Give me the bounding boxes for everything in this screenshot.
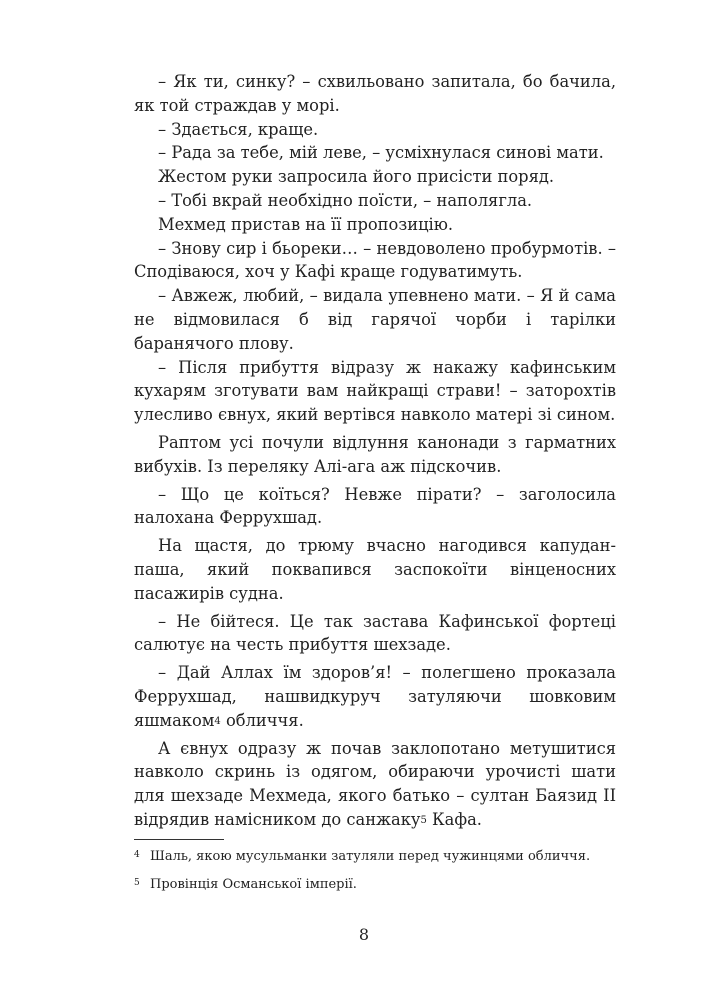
page-number: 8: [358, 925, 370, 944]
paragraph: [134, 661, 616, 732]
footnote-ref-5[interactable]: 5: [420, 814, 427, 826]
page-body: [134, 70, 616, 832]
paragraph: – Авжеж, любий, – видала упевнено мати. – Я й сама не відмовилася б від гарячої чорби і тарілки баранячого плову.: [134, 286, 616, 353]
footnote-ref-4[interactable]: 4: [214, 715, 221, 727]
footnote-number: 5: [134, 878, 140, 888]
paragraph: – Як ти, синку? – схвильовано запитала, бо бачила, як той страждав у морі.: [134, 72, 616, 115]
footnote-item: [134, 876, 616, 894]
footnote-divider: [134, 839, 224, 840]
paragraph: Раптом усі почули відлуння канонади з гарматних вибухів. Із переляку Алі-ага аж підскочив.: [134, 432, 616, 476]
paragraph-text: обличчя.: [220, 710, 304, 730]
paragraph: [134, 737, 616, 832]
paragraph-text: А євнух одразу ж почав заклопотано метушитися навколо скринь із одягом, обираючи урочисті шати для шехзаде Мехмеда, якого батько – султан Баязид II відрядив намісником до санжаку: [134, 738, 616, 829]
paragraph: – Рада за тебе, мій леве, – усміхнулася синові мати.: [158, 143, 604, 163]
footnote-text: Шаль, якою мусульманки затуляли перед чужинцями обличчя.: [150, 849, 591, 864]
footnote-text: Провінція Османської імперії.: [150, 877, 357, 892]
paragraph: На щастя, до трюму вчасно нагодився капудан-паша, який поквапився заспокоїти вінценосних пасажирів судна.: [134, 536, 616, 603]
paragraph: Жестом руки запросила його присісти поряд.: [158, 167, 555, 187]
paragraph: – Здається, краще.: [158, 119, 319, 139]
paragraph-text: Кафа.: [426, 809, 482, 829]
paragraph-text: – Дай Аллах їм здоров’я! – полегшено проказала Феррухшад, нашвидкуруч затуляючи шовковим яшмаком: [134, 663, 616, 730]
paragraph: – Не бійтеся. Це так застава Кафинської фортеці салютує на честь прибуття шехзаде.: [134, 611, 616, 655]
paragraph: – Тобі вкрай необхідно поїсти, – наполягла.: [158, 190, 533, 210]
footnote-item: [134, 848, 616, 866]
paragraph: Мехмед пристав на її пропозицію.: [158, 214, 454, 234]
paragraph: – Після прибуття відразу ж накажу кафинським кухарям зготувати вам найкращі страви! – заторохтів улесливо євнух, який вертівся навколо матері зі сином.: [134, 357, 616, 425]
paragraph: – Що це коїться? Невже пірати? – заголосила налохана Феррухшад.: [134, 484, 616, 528]
paragraph: – Знову сир і бьореки… – невдоволено пробурмотів. – Сподіваюся, хоч у Кафі краще годуватимуть.: [134, 238, 616, 282]
footnotes: [134, 848, 616, 904]
footnote-number: 4: [134, 850, 140, 860]
